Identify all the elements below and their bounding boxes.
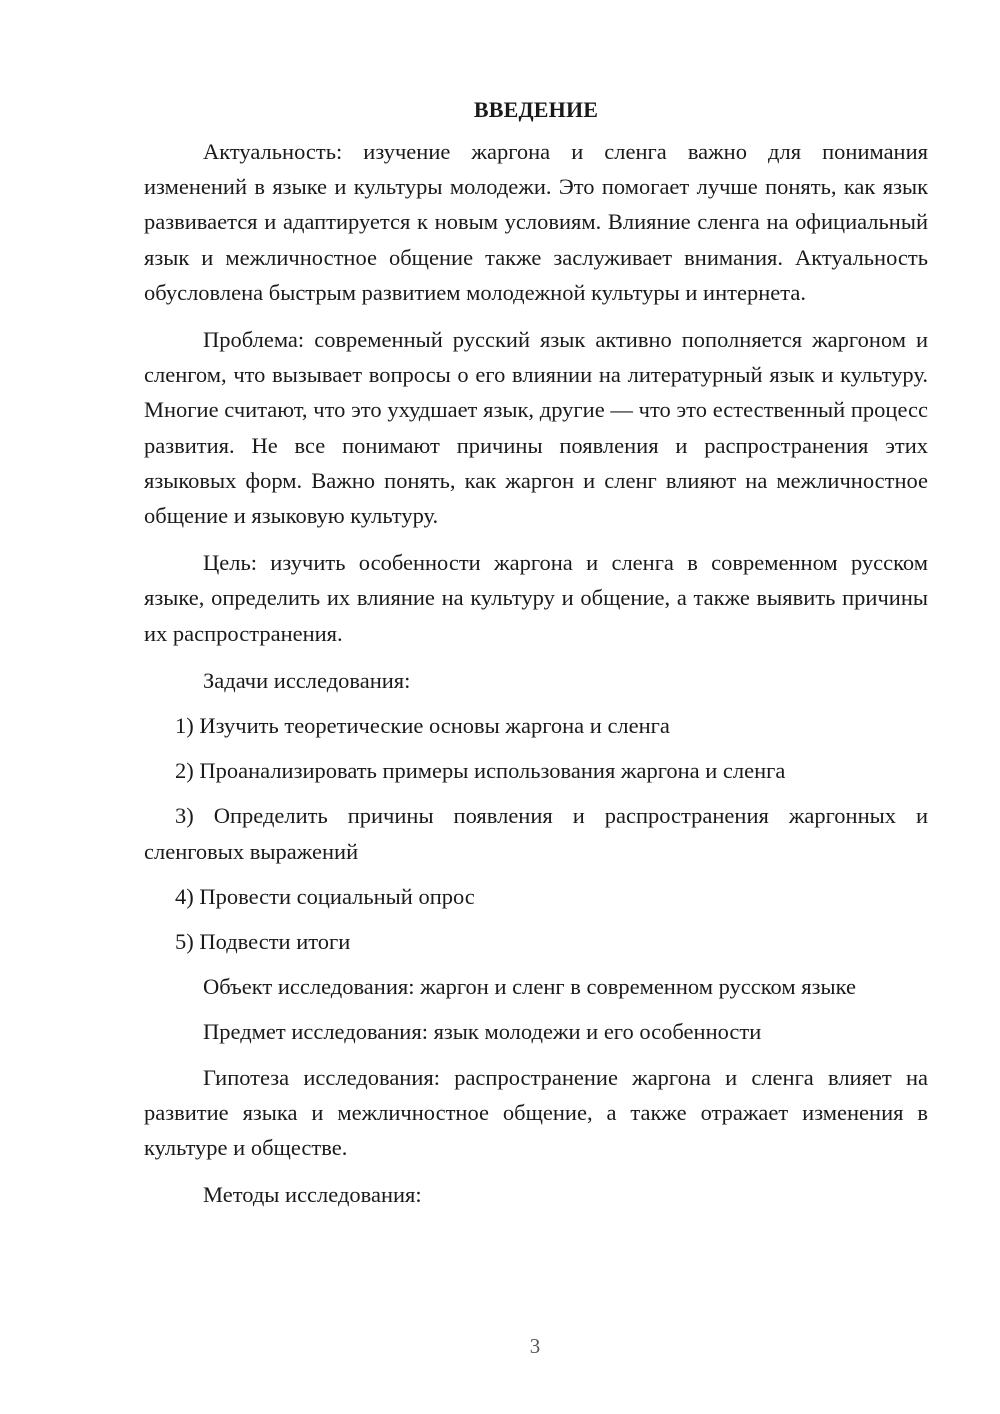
tasks-heading: Задачи исследования: (203, 667, 411, 693)
task-item-5: 5) Подвести итоги (175, 929, 351, 955)
section-heading: ВВЕДЕНИЕ (473, 97, 599, 122)
methods-heading: Методы исследования: (203, 1182, 422, 1208)
task-item-4: 4) Провести социальный опрос (175, 883, 475, 909)
task-item-1: 1) Изучить теоретические основы жаргона и сленга (175, 713, 670, 739)
research-object: Объект исследования: жаргон и сленг в современном русском языке (203, 974, 856, 1000)
page-number: 3 (529, 1334, 541, 1358)
hypothesis-paragraph: Гипотеза исследования: распространение жаргона и сленга влияет на развитие языка и межличностное общение, а также отражает изменения в культуре и обществе. (144, 1064, 928, 1161)
task-item-2: 2) Проанализировать примеры использования жаргона и сленга (175, 758, 786, 784)
goal-paragraph: Цель: изучить особенности жаргона и сленга в современном русском языке, определить их влияние на культуру и общение, а также выявить причины их распространения. (144, 550, 928, 646)
task-item-3: 3) Определить причины появления и распространения жаргонных и сленговых выражений (144, 803, 928, 864)
page-content (144, 92, 928, 1222)
research-subject: Предмет исследования: язык молодежи и его особенности (203, 1019, 762, 1045)
relevance-paragraph: Актуальность: изучение жаргона и сленга важно для понимания изменений в языке и культуры молодежи. Это помогает лучше понять, как язык развивается и адаптируется к новым условиям. Влияние сленга на официальный язык и межличностное общение также заслуживает внимания. Актуальность обусловлена быстрым развитием молодежной культуры и интернета. (144, 139, 928, 305)
problem-paragraph: Проблема: современный русский язык активно пополняется жаргоном и сленгом, что вызывает вопросы о его влиянии на литературный язык и культуру. Многие считают, что это ухудшает язык, другие — что это естественный процесс развития. Не все понимают причины появления и распространения этих языковых форм. Важно понять, как жаргон и сленг влияют на межличностное общение и языковую культуру. (144, 327, 928, 529)
